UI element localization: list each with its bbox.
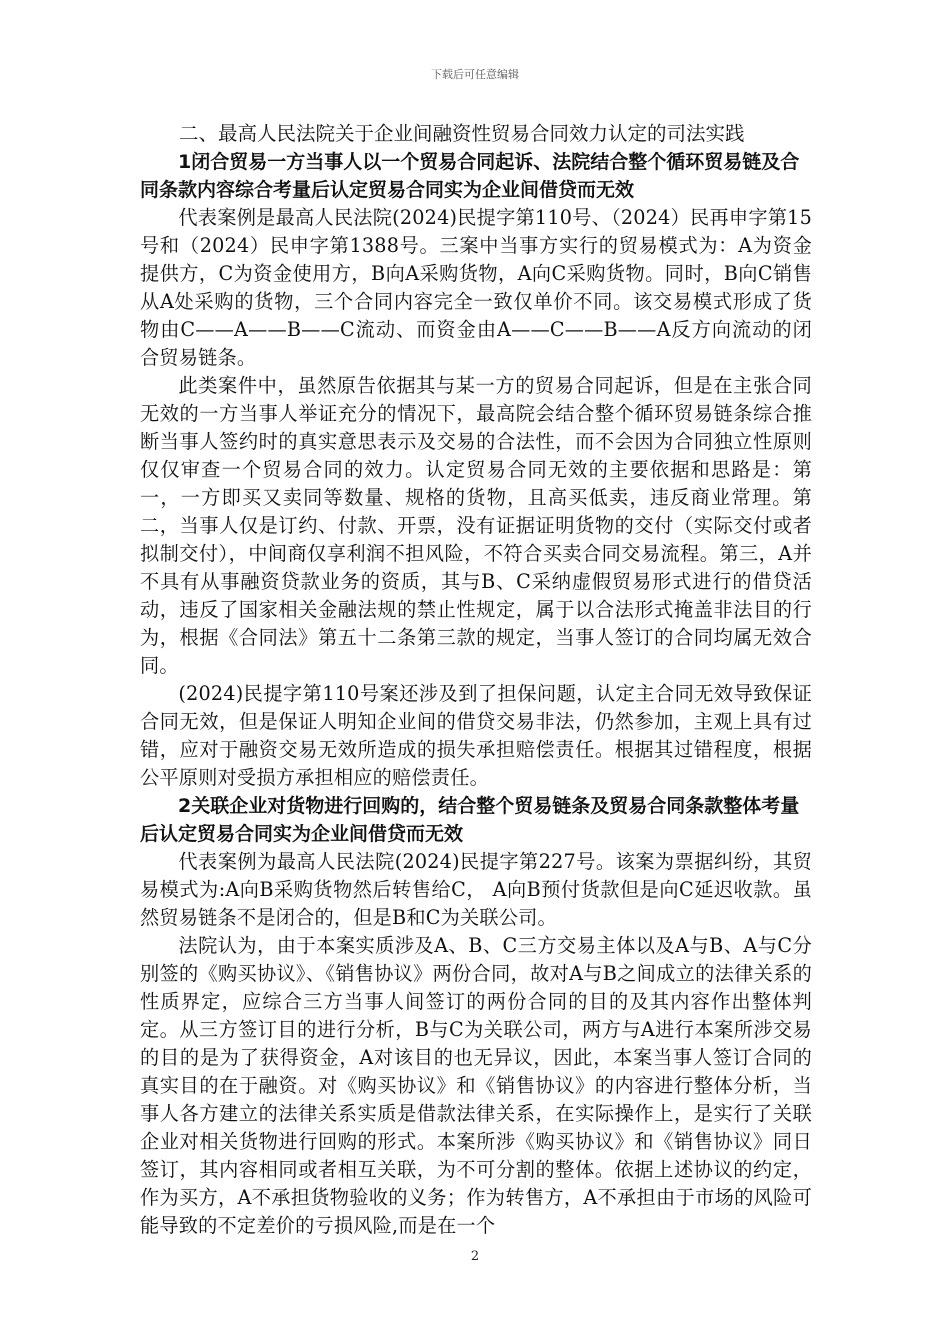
paragraph-2: 此类案件中，虽然原告依据其与某一方的贸易合同起诉，但是在主张合同无效的一方当事人举证充分的情况下，最高院会结合整个循环贸易链条综合推断当事人签约时的真实意思表示及交易的合法性，而不会因为合同独立性原则仅仅审查一个贸易合同的效力。认定贸易合同无效的主要依据和思路是：第一，一方即买又卖同等数量、规格的货物，且高买低卖，违反商业常理。第二，当事人仅是订约、付款、开票，没有证据证明货物的交付（实际交付或者拟制交付），中间商仅享利润不担风险，不符合买卖合同交易流程。第三，A并不具有从事融资贷款业务的资质，其与B、C采纳虚假贸易形式进行的借贷活动，违反了国家相关金融法规的禁止性规定，属于以合法形式掩盖非法目的行为，根据《合同法》第五十二条第三款的规定，当事人签订的合同均属无效合同。 xyxy=(140,374,812,677)
section-title: 二、最高人民法院关于企业间融资性贸易合同效力认定的司法实践 xyxy=(179,122,745,145)
paragraph-1: 代表案例是最高人民法院(2024)民提字第110号、（2024）民再申字第15号和（2024）民申字第1388号。三案中当事方实行的贸易模式为：A为资金提供方，C为资金使用方，B向A采购货物，A向C采购货物。同时，B向C销售从A处采购的货物，三个合同内容完全一致仅单价不同。该交易模式形成了货物由C——A——B——C流动、而资金由A——C——B——A反方向流动的闭合贸易链条。 xyxy=(140,206,812,369)
subsection-heading-1: 1闭合贸易一方当事人以一个贸易合同起诉、法院结合整个循环贸易链及合同条款内容综合考量后认定贸易合同实为企业间借贷而无效 xyxy=(140,151,800,201)
paragraph-5: 法院认为，由于本案实质涉及A、B、C三方交易主体以及A与B、A与C分别签的《购买协议》、《销售协议》两份合同，故对A与B之间成立的法律关系的性质界定，应综合三方当事人间签订的两份合同的目的及其内容作出整体判定。从三方签订目的进行分析，B与C为关联公司，两方与A进行本案所涉交易的目的是为了获得资金，A对该目的也无异议，因此，本案当事人签订合同的真实目的在于融资。对《购买协议》和《销售协议》的内容进行整体分析，当事人各方建立的法律关系实质是借款法律关系，在实际操作上，是实行了关联企业对相关货物进行回购的形式。本案所涉《购买协议》和《销售协议》同日签订，其内容相同或者相互关联，为不可分割的整体。依据上述协议的约定，作为买方，A不承担货物验收的义务；作为转售方，A不承担由于市场的风险可能导致的不定差价的亏损风险,而是在一个 xyxy=(140,934,812,1237)
page-number: 2 xyxy=(470,1249,480,1264)
page-header: 下载后可任意编辑 xyxy=(431,68,519,81)
subsection-heading-2: 2关联企业对货物进行回购的，结合整个贸易链条及贸易合同条款整体考量后认定贸易合同实为企业间借贷而无效 xyxy=(140,795,800,845)
paragraph-4: 代表案例为最高人民法院(2024)民提字第227号。该案为票据纠纷，其贸易模式为:A向B采购货物然后转售给C， A向B预付货款但是向C延迟收款。虽然贸易链条不是闭合的，但是B和C为关联公司。 xyxy=(140,850,812,929)
paragraph-3: (2024)民提字第110号案还涉及到了担保问题，认定主合同无效导致保证合同无效，但是保证人明知企业间的借贷交易非法，仍然参加，主观上具有过错，应对于融资交易无效所造成的损失承担赔偿责任。根据其过错程度，根据公平原则对受损方承担相应的赔偿责任。 xyxy=(140,682,812,789)
document-body xyxy=(140,120,812,1240)
